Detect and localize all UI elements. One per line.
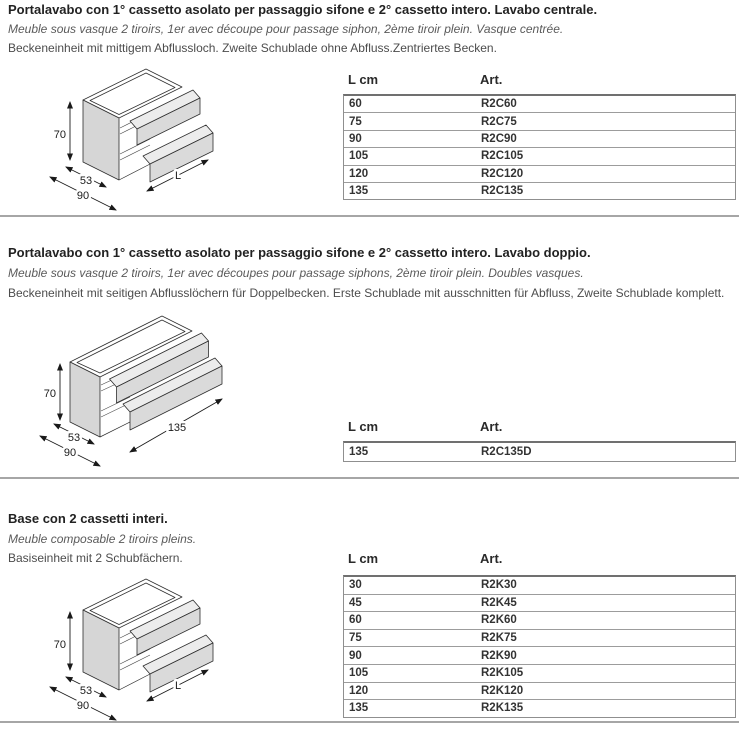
article-cell: R2C90	[481, 132, 517, 145]
article-cell: R2C60	[481, 98, 517, 111]
article-cell: R2K45	[481, 596, 517, 609]
section2-title-it: Portalavabo con 1° cassetto asolato per passaggio sifone e 2° cassetto intero. Lavabo doppio.	[8, 245, 591, 260]
table-row	[344, 166, 735, 183]
table-row	[344, 612, 735, 630]
cabinet-bottom-edge	[119, 672, 154, 690]
col-header-article: Art.	[480, 72, 503, 87]
size-table-2-body	[343, 441, 736, 462]
table-row	[344, 183, 735, 199]
section3-title-fr: Meuble composable 2 tiroirs pleins.	[8, 532, 197, 546]
article-cell: R2K120	[481, 684, 524, 697]
col-header-length: L cm	[348, 551, 379, 566]
article-cell: R2K60	[481, 614, 517, 627]
table-row	[344, 96, 735, 113]
length-cell: 135	[349, 185, 369, 198]
length-cell: 30	[349, 579, 362, 592]
length-cell: 90	[349, 132, 362, 145]
length-cell: 105	[349, 150, 369, 163]
table-row	[344, 647, 735, 665]
height-dimension-label: 70	[43, 388, 56, 400]
total-depth-dimension-label: 90	[63, 447, 77, 459]
table-row	[344, 665, 735, 683]
table-row	[344, 577, 735, 595]
article-cell: R2C105	[481, 150, 524, 163]
col-header-length: L cm	[348, 419, 379, 434]
col-header-length: L cm	[348, 72, 379, 87]
length-cell: 135	[349, 446, 369, 458]
size-table-3-header	[343, 551, 736, 575]
total-depth-dimension-label: 90	[76, 190, 90, 202]
length-cell: 60	[349, 98, 362, 111]
width-dimension-label: 135	[167, 422, 187, 434]
size-table-1-header	[343, 72, 736, 94]
size-table-3-body	[343, 575, 736, 718]
article-cell: R2K135	[481, 702, 524, 715]
table-row	[344, 148, 735, 165]
section3-title-de: Basiseinheit mit 2 Schubfächern.	[8, 551, 183, 565]
height-dimension-label: 70	[53, 639, 66, 651]
total-depth-dimension-label: 90	[76, 700, 90, 712]
length-cell: 105	[349, 667, 369, 680]
length-cell: 120	[349, 167, 369, 180]
size-table-2	[343, 419, 736, 462]
section2-title-de: Beckeneinheit mit seitigen Abflusslöchern für Doppelbecken. Erste Schublade mit ausschnitten für Abfluss, Zweite Schublade komplett.	[8, 286, 725, 300]
article-cell: R2C135	[481, 185, 524, 198]
section-divider	[0, 215, 739, 217]
length-cell: 75	[349, 632, 362, 645]
length-cell: 60	[349, 614, 362, 627]
cabinet-diagram-base-unit	[40, 568, 300, 728]
length-cell: 135	[349, 702, 369, 715]
cabinet-diagram-double-basin	[30, 300, 330, 480]
table-row	[344, 131, 735, 148]
depth-dimension-label: 53	[67, 432, 81, 444]
depth-dimension-label: 53	[79, 175, 93, 187]
article-cell: R2K30	[481, 579, 517, 592]
section1-title-it: Portalavabo con 1° cassetto asolato per passaggio sifone e 2° cassetto intero. Lavabo centrale.	[8, 2, 598, 17]
cabinet-bottom-edge	[119, 162, 154, 180]
section2-title-fr: Meuble sous vasque 2 tiroirs, 1er avec découpes pour passage siphons, 2ème tiroir plein. Doubles vasques.	[8, 266, 584, 280]
article-cell: R2K75	[481, 632, 517, 645]
table-row	[344, 700, 735, 717]
cabinet-bottom-edge	[100, 420, 134, 437]
article-cell: R2C75	[481, 115, 517, 128]
size-table-1	[343, 72, 736, 200]
table-row	[344, 443, 735, 461]
width-dimension-label: L	[174, 680, 182, 692]
width-dimension-label: L	[174, 170, 182, 182]
length-cell: 120	[349, 684, 369, 697]
article-cell: R2C135D	[481, 446, 532, 458]
section1-title-de: Beckeneinheit mit mittigem Abflussloch. Zweite Schublade ohne Abfluss.Zentriertes Becken.	[8, 41, 497, 55]
height-dimension-label: 70	[53, 129, 66, 141]
size-table-3	[343, 551, 736, 718]
table-row	[344, 595, 735, 613]
article-cell: R2C120	[481, 167, 524, 180]
section-divider	[0, 721, 739, 723]
depth-dimension-label: 53	[79, 685, 93, 697]
table-row	[344, 630, 735, 648]
table-row	[344, 113, 735, 130]
col-header-article: Art.	[480, 419, 503, 434]
table-row	[344, 683, 735, 701]
length-cell: 75	[349, 115, 362, 128]
col-header-article: Art.	[480, 551, 503, 566]
article-cell: R2K90	[481, 649, 517, 662]
length-cell: 90	[349, 649, 362, 662]
section-divider	[0, 477, 739, 479]
article-cell: R2K105	[481, 667, 524, 680]
section1-title-fr: Meuble sous vasque 2 tiroirs, 1er avec découpe pour passage siphon, 2ème tiroir plein. Vasque centrée.	[8, 22, 564, 36]
cabinet-diagram-single-basin	[40, 58, 300, 218]
section3-title-it: Base con 2 cassetti interi.	[8, 511, 168, 526]
size-table-1-body	[343, 94, 736, 200]
size-table-2-header	[343, 419, 736, 441]
length-cell: 45	[349, 596, 362, 609]
